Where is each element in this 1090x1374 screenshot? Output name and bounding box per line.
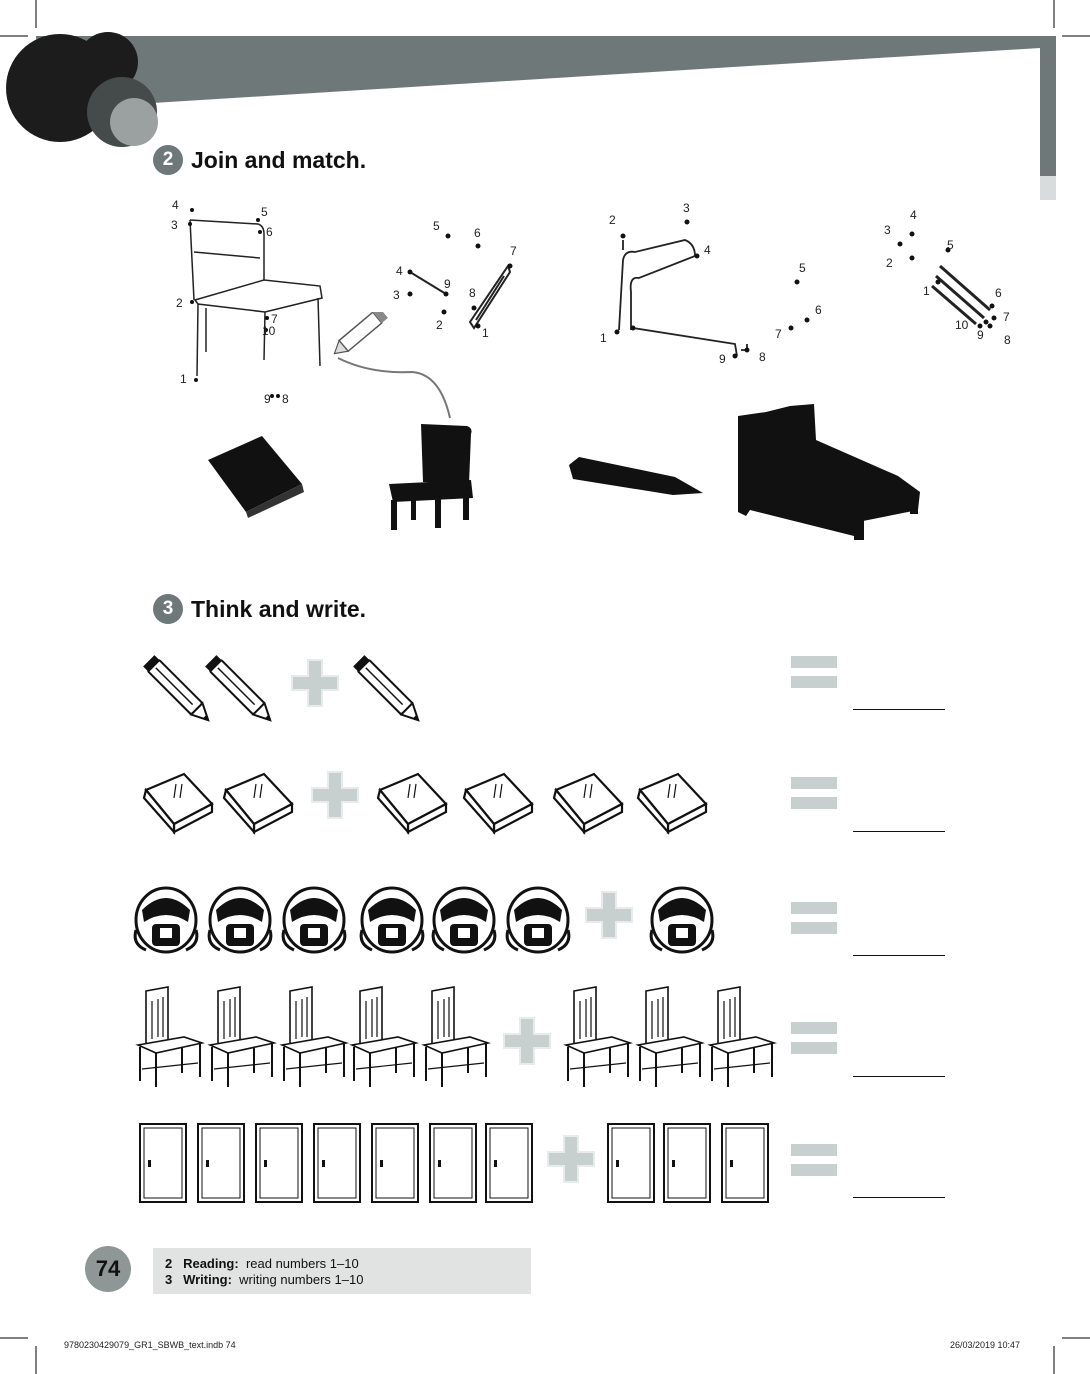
bed-picture-icon[interactable] — [730, 400, 930, 545]
answer-line-2[interactable] — [853, 831, 945, 832]
answer-line-4[interactable] — [853, 1076, 945, 1077]
page-number: 74 — [85, 1246, 131, 1292]
book-picture-icon[interactable] — [200, 430, 310, 520]
dot-number: 5 — [799, 261, 806, 275]
chair-icons — [132, 985, 782, 1090]
bed-outline — [595, 200, 835, 370]
footer-row — [165, 1256, 531, 1272]
dot-number: 4 — [172, 198, 179, 212]
footer-skill: Reading: — [183, 1256, 239, 1271]
dot-number: 3 — [171, 218, 178, 232]
skills-footer — [153, 1248, 531, 1294]
dot-number: 2 — [436, 318, 443, 332]
dot-number: 9 — [977, 328, 984, 342]
dot-number: 8 — [282, 392, 289, 406]
dot-number: 6 — [474, 226, 481, 240]
plus-icon — [582, 888, 638, 944]
dot-number: 2 — [176, 296, 183, 310]
door-icons — [138, 1122, 778, 1208]
exercise-title: Join and match. — [191, 146, 367, 173]
chair-picture-icon[interactable] — [385, 420, 480, 535]
equals-icon — [789, 1140, 839, 1180]
dot-number: 7 — [775, 327, 782, 341]
dot-number: 9 — [719, 352, 726, 366]
dot-number: 6 — [995, 286, 1002, 300]
dot-number: 6 — [266, 225, 273, 239]
dot-number: 5 — [261, 205, 268, 219]
footer-skill: Writing: — [183, 1272, 232, 1287]
chair-outline — [170, 200, 340, 410]
dot-number: 6 — [815, 303, 822, 317]
exercise-title: Think and write. — [191, 595, 367, 622]
slug-datetime: 26/03/2019 10:47 — [950, 1340, 1021, 1350]
dot-number: 3 — [683, 201, 690, 215]
dot-number: 1 — [180, 372, 187, 386]
dot-number: 10 — [955, 318, 969, 332]
pencil-icons — [140, 652, 430, 732]
book-icons — [140, 768, 720, 838]
dot-number: 4 — [910, 208, 917, 222]
dot-number: 4 — [704, 243, 711, 257]
dot-number: 1 — [600, 331, 607, 345]
plus-icon — [288, 656, 344, 712]
dot-number: 7 — [271, 312, 278, 326]
equals-icon — [789, 898, 839, 938]
answer-line-3[interactable] — [853, 955, 945, 956]
plus-icon — [500, 1014, 556, 1070]
footer-desc: read numbers 1–10 — [245, 1256, 359, 1271]
dot-number: 7 — [510, 244, 517, 258]
footer-exercise-num: 3 — [165, 1272, 173, 1287]
dot-number: 8 — [1004, 333, 1011, 347]
book-outline — [390, 220, 530, 340]
plus-icon — [544, 1132, 600, 1188]
dot-number: 1 — [482, 326, 489, 340]
footer-row — [165, 1272, 531, 1288]
dot-number: 1 — [923, 284, 930, 298]
answer-line-1[interactable] — [853, 709, 945, 710]
dot-number: 2 — [886, 256, 893, 270]
dot-number: 9 — [264, 392, 271, 406]
dot-number: 3 — [884, 223, 891, 237]
exercise-2-heading — [153, 145, 366, 175]
dot-number: 3 — [393, 288, 400, 302]
equals-icon — [789, 1018, 839, 1058]
plus-icon — [308, 768, 364, 824]
equals-icon — [789, 652, 839, 692]
header-banner — [0, 0, 1090, 210]
dot-number: 10 — [262, 324, 276, 338]
footer-desc: writing numbers 1–10 — [239, 1272, 364, 1287]
dot-number: 8 — [469, 286, 476, 300]
slug-filename: 9780230429079_GR1_SBWB_text.indb 74 — [64, 1340, 236, 1350]
footer-exercise-num: 2 — [165, 1256, 173, 1271]
dot-number: 8 — [759, 350, 766, 364]
exercise-number: 3 — [153, 594, 183, 624]
dot-number: 7 — [1003, 310, 1010, 324]
exercise-3-heading — [153, 594, 366, 624]
dot-number: 4 — [396, 264, 403, 278]
pencil-picture-icon[interactable] — [565, 445, 710, 505]
equals-icon — [789, 773, 839, 813]
dot-number: 2 — [609, 213, 616, 227]
dot-number: 9 — [444, 277, 451, 291]
exercise-number: 2 — [153, 145, 183, 175]
dot-number: 5 — [947, 238, 954, 252]
answer-line-5[interactable] — [853, 1197, 945, 1198]
dot-number: 5 — [433, 219, 440, 233]
